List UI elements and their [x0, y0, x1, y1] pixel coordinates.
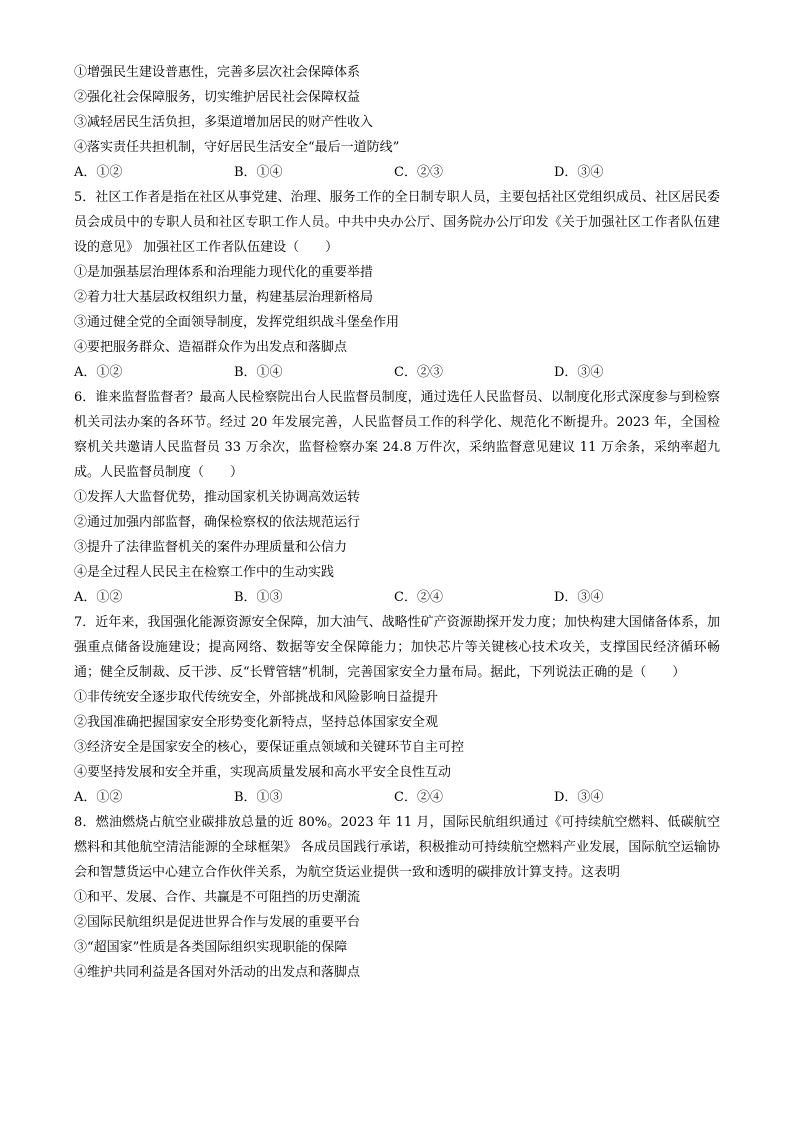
q5-choice-a: A．①② [74, 365, 123, 380]
question-4 [74, 60, 720, 185]
q4-option-2: ②强化社会保障服务，切实维护居民社会保障权益 [74, 90, 361, 105]
q7-stem: 7．近年来，我国强化能源资源安全保障，加大油气、战略性矿产资源勘探开发力度；加快构建大国储备体系，加强重点储备设施建设；提高网络、数据等安全保障能力；加快芯片等关键核心技术攻关，支撑国民经济循环畅通；健全反制裁、反干涉、反“长臂管辖”机制，完善国家安全力量布局。据此，下列说法正确的是（ ） [74, 615, 720, 680]
q4-choice-a: A．①② [74, 165, 123, 180]
q6-choice-b: B．①③ [234, 590, 283, 605]
q4-option-3: ③减轻居民生活负担，多渠道增加居民的财产性收入 [74, 115, 374, 130]
question-6 [74, 385, 720, 610]
q8-option-2: ②国际民航组织是促进世界合作与发展的重要平台 [74, 915, 361, 930]
q8-option-3: ③“超国家”性质是各类国际组织实现职能的保障 [74, 940, 348, 955]
q5-choice-c: C．②③ [394, 365, 443, 380]
q4-option-1: ①增强民生建设普惠性，完善多层次社会保障体系 [74, 65, 361, 80]
q4-option-4: ④落实责任共担机制，守好居民生活安全“最后一道防线” [74, 140, 400, 155]
q8-stem: 8．燃油燃烧占航空业碳排放总量的近 80%。2023 年 11 月，国际民航组织通过《可持续航空燃料、低碳航空燃料和其他航空清洁能源的全球框架》 各成员国践行承诺，积极推动可持续航空燃料产业发展，国际航空运输协会和智慧货运中心建立合作伙伴关系，为航空货运业提供一致和透明的碳排放计算支持。这表明 [74, 815, 720, 880]
q5-stem: 5．社区工作者是指在社区从事党建、治理、服务工作的全日制专职人员，主要包括社区党组织成员、社区居民委员会成员中的专职人员和社区专职工作人员。中共中央办公厅、国务院办公厅印发《关于加强社区工作者队伍建设的意见》 加强社区工作者队伍建设（ ） [74, 190, 720, 255]
q6-option-1: ①发挥人大监督优势，推动国家机关协调高效运转 [74, 490, 361, 505]
q5-choice-d: D．③④ [554, 365, 604, 380]
q7-option-1: ①非传统安全逐步取代传统安全，外部挑战和风险影响日益提升 [74, 690, 439, 705]
q4-choice-d: D．③④ [554, 165, 604, 180]
q7-choice-b: B．①③ [234, 790, 283, 805]
q6-stem: 6．谁来监督监督者？最高人民检察院出台人民监督员制度，通过选任人民监督员、以制度化形式深度参与到检察机关司法办案的各环节。经过 20 年发展完善，人民监督员工作的科学化、规范化不断提升。2023 年，全国检察机关共邀请人民监督员 33 万余次，监督检察办案 24.8 万件次，采纳监督意见建议 11 万余条，采纳率超九成。人民监督员制度（ ） [74, 390, 720, 480]
q5-choice-b: B．①④ [234, 365, 283, 380]
question-8 [74, 810, 720, 985]
q5-option-2: ②着力壮大基层政权组织力量，构建基层治理新格局 [74, 290, 374, 305]
q6-option-3: ③提升了法律监督机关的案件办理质量和公信力 [74, 540, 348, 555]
q6-choices [74, 585, 720, 610]
q6-choice-d: D．③④ [554, 590, 604, 605]
question-5 [74, 185, 720, 385]
q7-choice-c: C．②④ [394, 790, 443, 805]
q8-option-1: ①和平、发展、合作、共赢是不可阻挡的历史潮流 [74, 890, 361, 905]
q7-choice-a: A．①② [74, 790, 123, 805]
q4-choices [74, 160, 720, 185]
q6-option-4: ④是全过程人民民主在检察工作中的生动实践 [74, 565, 335, 580]
q7-option-3: ③经济安全是国家安全的核心，要保证重点领域和关键环节自主可控 [74, 740, 465, 755]
q6-choice-a: A．①② [74, 590, 123, 605]
q5-option-1: ①是加强基层治理体系和治理能力现代化的重要举措 [74, 265, 374, 280]
q5-option-4: ④要把服务群众、造福群众作为出发点和落脚点 [74, 340, 348, 355]
q5-choices [74, 360, 720, 385]
q4-choice-b: B．①④ [234, 165, 283, 180]
q6-choice-c: C．②④ [394, 590, 443, 605]
q7-choices [74, 785, 720, 810]
q5-option-3: ③通过健全党的全面领导制度，发挥党组织战斗堡垒作用 [74, 315, 400, 330]
q4-choice-c: C．②③ [394, 165, 443, 180]
question-7 [74, 610, 720, 810]
q7-choice-d: D．③④ [554, 790, 604, 805]
q7-option-4: ④要坚持发展和安全并重，实现高质量发展和高水平安全良性互动 [74, 765, 452, 780]
q7-option-2: ②我国准确把握国家安全形势变化新特点，坚持总体国家安全观 [74, 715, 439, 730]
q6-option-2: ②通过加强内部监督，确保检察权的依法规范运行 [74, 515, 361, 530]
q8-option-4: ④维护共同利益是各国对外活动的出发点和落脚点 [74, 965, 361, 980]
